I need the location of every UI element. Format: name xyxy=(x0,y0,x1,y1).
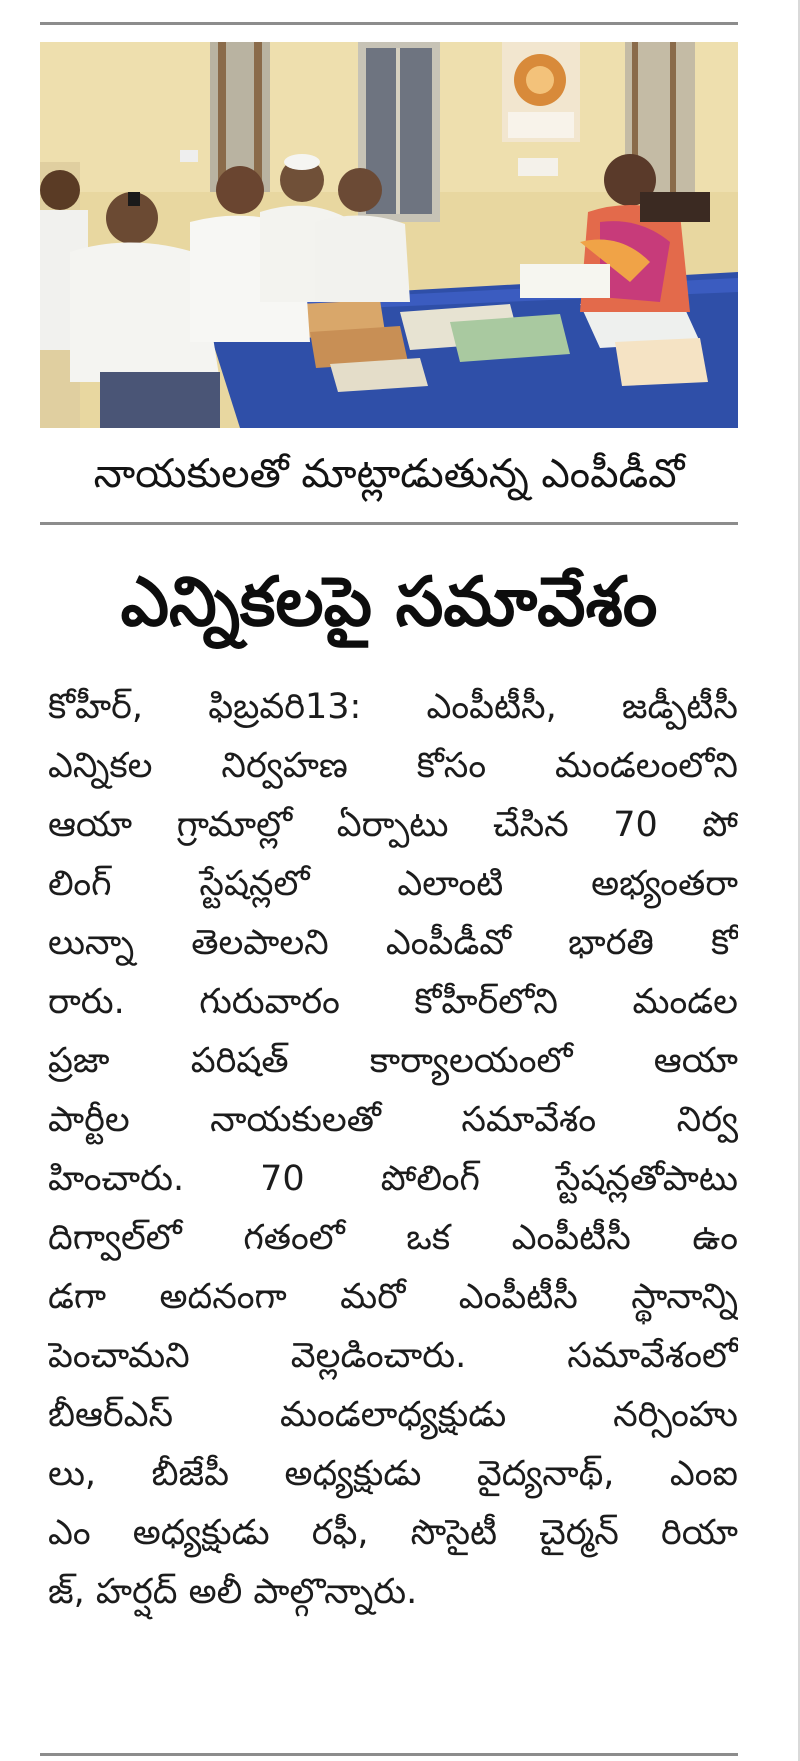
photo-caption: నాయకులతో మాట్లాడుతున్న ఎంపీడీవో xyxy=(93,451,685,497)
body-line: హించారు. 70 పోలింగ్ స్టేషన్లతోపాటు xyxy=(48,1159,738,1199)
article-body xyxy=(48,678,738,1622)
article-photo xyxy=(40,42,738,428)
body-line: దిగ్వాల్‌లో గతంలో ఒక ఎంపీటీసీ ఉం xyxy=(48,1218,738,1258)
top-divider xyxy=(40,22,738,25)
body-line: ఆయా గ్రామాల్లో ఏర్పాటు చేసిన 70 పో xyxy=(48,805,738,845)
body-line: లింగ్ స్టేషన్లలో ఎలాంటి అభ్యంతరా xyxy=(48,864,738,904)
caption-divider xyxy=(40,522,738,525)
article-headline: ఎన్నికలపై సమావేశం xyxy=(120,563,658,642)
body-line: లు, బీజేపీ అధ్యక్షుడు వైద్యనాథ్, ఎంఐ xyxy=(48,1454,738,1494)
body-line: ఎం అధ్యక్షుడు రఫీ, సొసైటీ చైర్మన్ రియా xyxy=(48,1513,738,1553)
body-line: కోహీర్, ఫిబ్రవరి13: ఎంపీటీసీ, జడ్పీటీసీ xyxy=(48,687,738,727)
body-line: ఎన్నికల నిర్వహణ కోసం మండలంలోని xyxy=(48,746,738,786)
body-line: ప్రజా పరిషత్ కార్యాలయంలో ఆయా xyxy=(48,1041,738,1081)
body-line: బీఆర్ఎస్ మండలాధ్యక్షుడు నర్సింహు xyxy=(48,1395,738,1435)
body-line: రారు. గురువారం కోహీర్‌లోని మండల xyxy=(48,982,738,1022)
body-line: డగా అదనంగా మరో ఎంపీటీసీ స్థానాన్ని xyxy=(48,1277,738,1317)
bottom-divider xyxy=(40,1753,738,1756)
body-line: పార్టీల నాయకులతో సమావేశం నిర్వ xyxy=(48,1100,738,1140)
body-line: లున్నా తెలపాలని ఎంపీడీవో భారతి కో xyxy=(48,923,738,963)
body-line: పెంచామని వెల్లడించారు. సమావేశంలో xyxy=(48,1336,738,1376)
body-line: జ్, హర్షద్ అలీ పాల్గొన్నారు. xyxy=(48,1572,418,1612)
